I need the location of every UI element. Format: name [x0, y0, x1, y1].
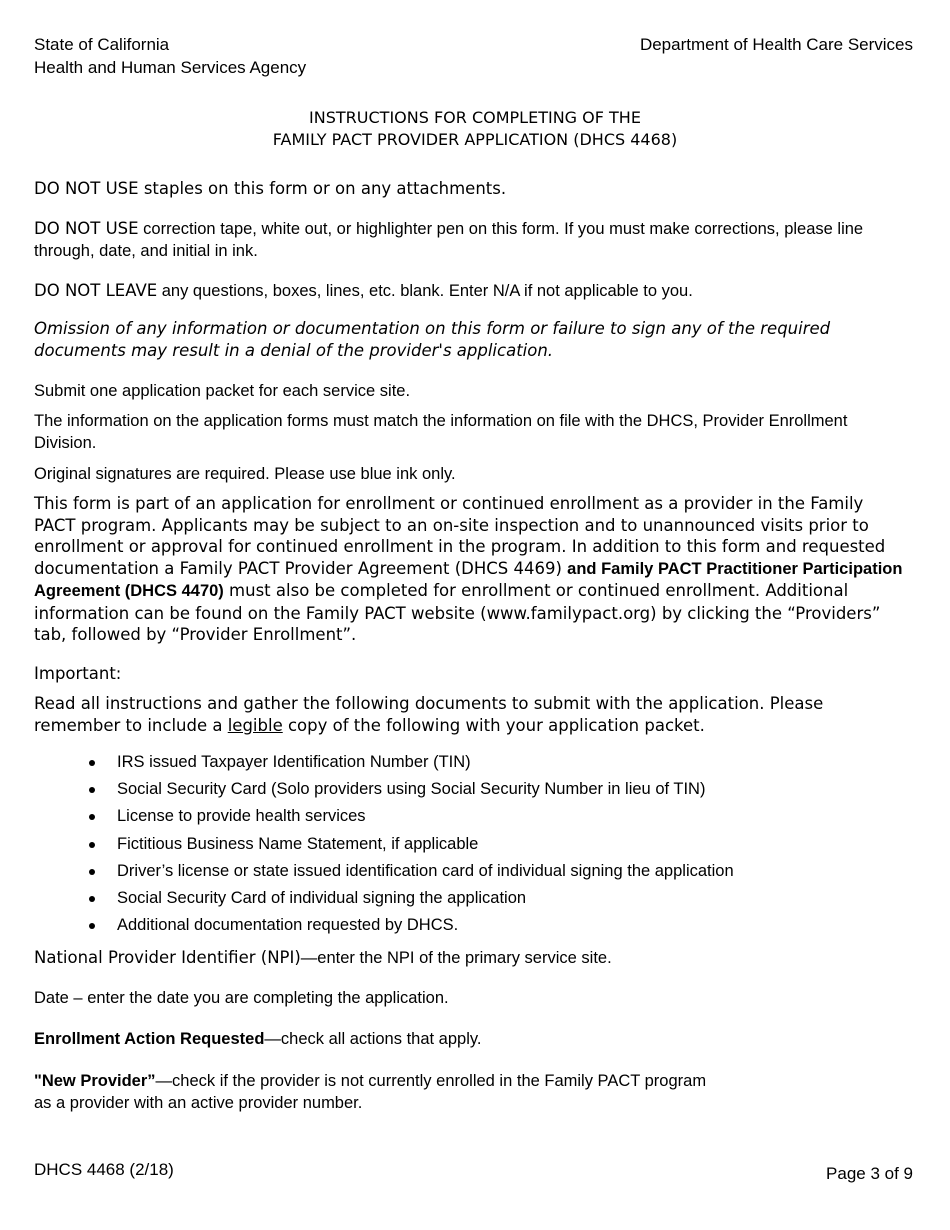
rule-correction-lead: DO NOT USE	[34, 219, 139, 238]
note-one-packet: Submit one application packet for each service site.	[34, 382, 411, 400]
field-new-provider-text-2: as a provider with an active provider number.	[34, 1093, 363, 1112]
rule-correction	[34, 218, 904, 262]
important-intro-underlined: legible	[227, 715, 283, 735]
important-intro-1: Read all instructions and gather the following documents to submit with the application. Please remember to include a	[34, 694, 824, 735]
field-npi-lead: National Provider Identifier (NPI)	[34, 948, 301, 967]
title-line-2: FAMILY PACT PROVIDER APPLICATION (DHCS 4468)	[272, 130, 678, 149]
header-left	[34, 33, 306, 79]
important-intro-2: copy of the following with your application packet.	[282, 715, 705, 735]
list-item: Social Security Card of individual signing the application	[117, 885, 734, 912]
note-form-part-bold: and Family PACT Practitioner Participation Agreement (DHCS 4470)	[34, 559, 903, 600]
omission-warning: Omission of any information or documentation on this form or failure to sign any of the required documents may result in a denial of the provider's application.	[34, 319, 831, 360]
title-line-1: INSTRUCTIONS FOR COMPLETING OF THE	[309, 108, 641, 127]
field-npi-text: —enter the NPI of the primary service site.	[300, 949, 612, 967]
field-new-provider-text-1: —check if the provider is not currently enrolled in the Family PACT program	[155, 1072, 707, 1090]
header-department: Department of Health Care Services	[639, 35, 913, 54]
note-signatures: Original signatures are required. Please use blue ink only.	[34, 465, 456, 483]
field-new-provider	[34, 1071, 904, 1114]
list-item: Driver’s license or state issued identification card of individual signing the application	[117, 858, 734, 885]
note-form-part-2: must also be completed for enrollment or continued enrollment. Additional information can be found on the Family PACT website (www.familypact.org) by clicking the “Providers” tab, followed by “Provider Enrollment”.	[34, 581, 881, 644]
header-agency: Health and Human Services Agency	[34, 58, 307, 77]
rule-blank-text: any questions, boxes, lines, etc. blank. Enter N/A if not applicable to you.	[157, 282, 693, 300]
rule-blank-lead: DO NOT LEAVE	[34, 281, 158, 300]
list-item: Fictitious Business Name Statement, if applicable	[117, 831, 734, 858]
field-enrollment-text: —check all actions that apply.	[264, 1030, 482, 1048]
important-intro	[34, 693, 894, 736]
field-npi	[34, 947, 904, 970]
important-label: Important:	[34, 664, 122, 683]
rule-staples-text: staples on this form or on any attachments.	[138, 179, 507, 198]
field-new-provider-lead: "New Provider”	[34, 1072, 156, 1090]
rule-blank	[34, 280, 904, 303]
note-form-part	[34, 493, 904, 646]
page-title	[0, 107, 950, 151]
note-must-match: The information on the application forms must match the information on file with the DHCS, Provider Enrollment Division.	[34, 412, 848, 452]
rule-staples	[34, 178, 904, 201]
field-enrollment-lead: Enrollment Action Requested	[34, 1030, 265, 1048]
header-state: State of California	[34, 35, 170, 54]
rule-correction-text: correction tape, white out, or highlighter pen on this form. If you must make corrections, please line through, date, and initial in ink.	[34, 220, 864, 260]
list-item: Social Security Card (Solo providers using Social Security Number in lieu of TIN)	[117, 776, 734, 803]
list-item: IRS issued Taxpayer Identification Number (TIN)	[117, 749, 734, 776]
note-form-part-1: This form is part of an application for enrollment or continued enrollment as a provider in the Family PACT program. Applicants may be subject to an on-site inspection and to unannounced visits prior to enrollment or approval for continued enrollment in the program. In addition to this form and requested documentation a Family PACT Provider Agreement (DHCS 4469)	[34, 494, 886, 578]
list-item: License to provide health services	[117, 803, 734, 830]
rule-staples-lead: DO NOT USE	[34, 179, 139, 198]
documents-list	[34, 749, 734, 939]
field-date: Date – enter the date you are completing the application.	[34, 989, 449, 1007]
list-item: Additional documentation requested by DHCS.	[117, 912, 734, 939]
footer-form-number: DHCS 4468 (2/18)	[34, 1160, 174, 1179]
footer-page-number: Page 3 of 9	[826, 1164, 913, 1183]
field-enrollment-action	[34, 1029, 904, 1051]
